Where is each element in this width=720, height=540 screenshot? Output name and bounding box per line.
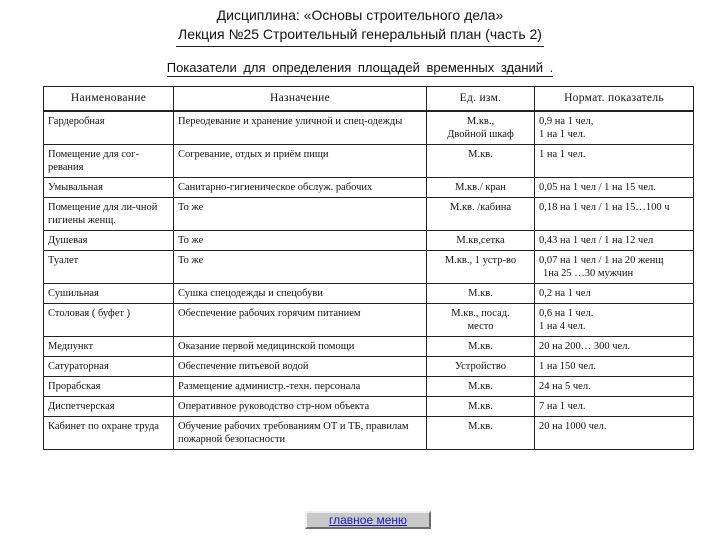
cell-norm-line: 0,05 на 1 чел / 1 на 15 чел. (539, 182, 656, 193)
cell-norm-line: 1 на 4 чел. (539, 321, 586, 332)
cell-norm-line: 1 на 1 чел. (539, 129, 586, 140)
header-norm: Нормат. показатель (535, 87, 694, 112)
cell-unit (427, 145, 535, 178)
cell-purpose: Сушка спецодежды и спецобуви (174, 284, 427, 304)
cell-purpose: Санитарно-гигиеническое обслуж. рабочих (174, 178, 427, 198)
cell-name: Сушильная (44, 284, 174, 304)
cell-unit (427, 417, 535, 450)
cell-name: Гардеробная (44, 111, 174, 145)
cell-name: Столовая ( буфет ) (44, 304, 174, 337)
cell-purpose: Согревание, отдых и приём пищи (174, 145, 427, 178)
table-header-row (44, 87, 694, 112)
cell-unit-line: М.кв., посад. (451, 308, 510, 319)
cell-purpose: Оказание первой медицинской помощи (174, 337, 427, 357)
cell-name: Умывальная (44, 178, 174, 198)
cell-unit-line: М.кв. (468, 381, 493, 392)
cell-unit (427, 357, 535, 377)
cell-name: Помещение для ли-чной гигиены женщ. (44, 198, 174, 231)
cell-unit (427, 284, 535, 304)
cell-name: Прорабская (44, 377, 174, 397)
cell-unit-line: М.кв. (468, 401, 493, 412)
cell-norm-line: 20 на 1000 чел. (539, 421, 607, 432)
cell-purpose: То же (174, 251, 427, 284)
header-name: Наименование (44, 87, 174, 112)
cell-purpose: Переодевание и хранение уличной и спец-одежды (174, 111, 427, 145)
cell-norm (535, 198, 694, 231)
table-row (44, 417, 694, 450)
cell-unit (427, 251, 535, 284)
cell-norm (535, 111, 694, 145)
cell-unit (427, 337, 535, 357)
table-row (44, 231, 694, 251)
lecture-title: Лекция №25 Строительный генеральный план (часть 2) (176, 25, 544, 47)
cell-unit-line: М.кв./ кран (455, 182, 506, 193)
cell-unit (427, 111, 535, 145)
cell-norm-line: 7 на 1 чел. (539, 401, 586, 412)
cell-purpose: То же (174, 198, 427, 231)
cell-purpose: Обеспечение рабочих горячим питанием (174, 304, 427, 337)
cell-unit-line: М.кв., (466, 116, 495, 127)
cell-norm-line: 0,6 на 1 чел. (539, 308, 594, 319)
cell-name: Кабинет по охране труда (44, 417, 174, 450)
cell-norm-line: 24 на 5 чел. (539, 381, 591, 392)
cell-unit (427, 198, 535, 231)
cell-unit (427, 178, 535, 198)
table-caption-text: Показатели для определения площадей временных зданий . (166, 60, 554, 75)
cell-unit-line: М.кв. (468, 341, 493, 352)
cell-unit (427, 377, 535, 397)
cell-purpose: То же (174, 231, 427, 251)
table-body (44, 111, 694, 450)
cell-purpose: Обучение рабочих требованиям ОТ и ТБ, правилам пожарной безопасности (174, 417, 427, 450)
table-row (44, 111, 694, 145)
cell-norm (535, 417, 694, 450)
cell-unit-line: Двойной шкаф (447, 129, 514, 140)
cell-unit-line: М.кв. (468, 421, 493, 432)
cell-norm (535, 231, 694, 251)
cell-name: Душевая (44, 231, 174, 251)
cell-norm-line: 0,2 на 1 чел (539, 288, 591, 299)
cell-norm-line: 0,18 на 1 чел / 1 на 15…100 ч (539, 202, 670, 213)
cell-norm-line: 1 на 1 чел. (539, 149, 586, 160)
cell-unit-line: М.кв., 1 устр-во (444, 255, 517, 266)
cell-name: Помещение для сог-ревания (44, 145, 174, 178)
cell-norm (535, 397, 694, 417)
cell-norm (535, 284, 694, 304)
cell-norm-line: 0,43 на 1 чел / 1 на 12 чел (539, 235, 654, 246)
cell-unit (427, 304, 535, 337)
cell-norm-line: 0,07 на 1 чел / 1 на 20 женщ (539, 255, 664, 266)
table-row (44, 251, 694, 284)
cell-unit (427, 397, 535, 417)
cell-unit-line: М.кв. /кабина (449, 202, 512, 213)
discipline-title: Дисциплина: «Основы строительного дела» (216, 7, 504, 23)
cell-purpose: Размещение администр.-техн. персонала (174, 377, 427, 397)
slide-header (0, 6, 720, 47)
cell-norm-line: 0,9 на 1 чел, (539, 116, 594, 127)
cell-norm (535, 337, 694, 357)
header-purpose: Назначение (174, 87, 427, 112)
cell-name: Сатураторная (44, 357, 174, 377)
cell-unit-line: М.кв. (468, 149, 493, 160)
table-row (44, 145, 694, 178)
table-row (44, 397, 694, 417)
cell-norm (535, 304, 694, 337)
main-menu-link[interactable]: главное меню (305, 511, 431, 529)
table-row (44, 377, 694, 397)
cell-norm-line: 1 на 150 чел. (539, 361, 596, 372)
cell-unit-line: М.кв. (468, 288, 493, 299)
table-row (44, 284, 694, 304)
buildings-table (43, 86, 694, 450)
cell-name: Туалет (44, 251, 174, 284)
cell-purpose: Обеспечение питьевой водой (174, 357, 427, 377)
table-row (44, 178, 694, 198)
cell-norm-line: 1на 25 …30 мужчин (543, 268, 634, 279)
cell-unit-line: Устройство (454, 361, 507, 372)
cell-unit-line: место (467, 321, 494, 332)
table-row (44, 198, 694, 231)
cell-norm (535, 251, 694, 284)
cell-purpose: Оперативное руководство стр-ном объекта (174, 397, 427, 417)
cell-norm (535, 178, 694, 198)
cell-unit (427, 231, 535, 251)
table-row (44, 357, 694, 377)
cell-norm (535, 357, 694, 377)
table-row (44, 337, 694, 357)
cell-name: Медпункт (44, 337, 174, 357)
cell-unit-line: М.кв,сетка (456, 235, 505, 246)
table-row (44, 304, 694, 337)
cell-name: Диспетчерская (44, 397, 174, 417)
cell-norm (535, 377, 694, 397)
table-caption (0, 60, 720, 75)
cell-norm (535, 145, 694, 178)
header-unit: Ед. изм. (427, 87, 535, 112)
cell-norm-line: 20 на 200… 300 чел. (539, 341, 631, 352)
